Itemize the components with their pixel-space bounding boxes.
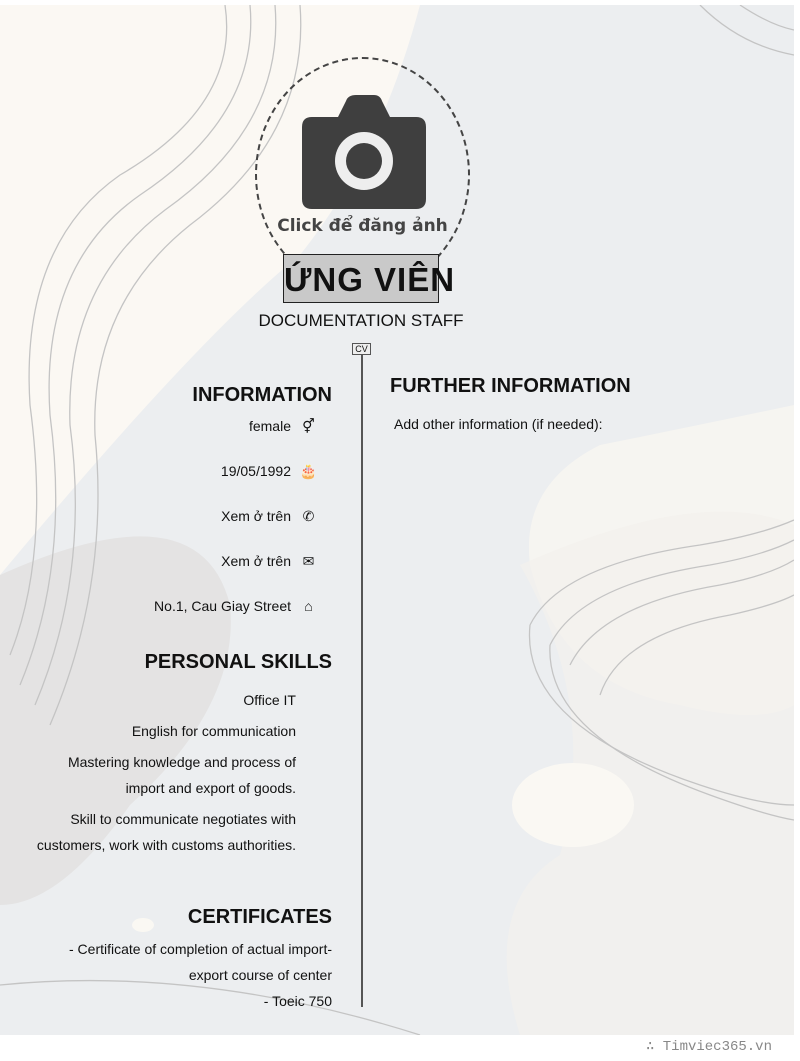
info-address[interactable] (154, 597, 326, 615)
upload-photo-label[interactable]: Click để đăng ảnh (277, 216, 448, 236)
certificates-heading: CERTIFICATES (187, 906, 332, 928)
further-info-text[interactable]: Add other information (if needed): (394, 416, 603, 432)
info-email[interactable] (221, 552, 326, 570)
information-heading: INFORMATION (192, 384, 332, 406)
skills-heading: PERSONAL SKILLS (144, 651, 332, 673)
birthday-cake-icon: 🎂 (299, 463, 318, 479)
info-value: 19/05/1992 (220, 463, 291, 479)
info-birthday[interactable] (221, 462, 326, 480)
info-value: Xem ở trên (221, 553, 291, 569)
certificate-item[interactable]: - Certificate of completion of actual import-export course of center (69, 941, 332, 983)
info-value: female (248, 418, 291, 434)
watermark[interactable]: ∴ Timviec365.vn (645, 1039, 772, 1055)
job-title[interactable]: DOCUMENTATION STAFF (258, 311, 464, 330)
candidate-name[interactable]: ỨNG VIÊN (283, 254, 439, 303)
skill-item[interactable]: Mastering knowledge and process of import and export of goods. (67, 754, 296, 796)
home-icon: ⌂ (304, 598, 313, 614)
cv-badge: CV (352, 343, 371, 355)
cv-page (0, 5, 794, 1035)
skill-item[interactable]: English for communication (131, 723, 296, 739)
timeline-divider (361, 355, 363, 1007)
info-phone[interactable] (221, 507, 326, 525)
info-gender[interactable] (249, 417, 326, 435)
info-value: Xem ở trên (221, 508, 291, 524)
certificate-item[interactable]: - Toeic 750 (263, 993, 332, 1009)
skills-list (0, 687, 296, 858)
skill-item[interactable]: Skill to communicate negotiates with customers, work with customs authorities. (36, 811, 296, 853)
info-value: No.1, Cau Giay Street (154, 598, 291, 614)
skill-item[interactable]: Office IT (243, 692, 296, 708)
envelope-icon: ✉ (302, 553, 315, 569)
phone-icon: ✆ (302, 508, 315, 524)
gender-icon: ⚥ (302, 418, 315, 434)
further-info-heading: FURTHER INFORMATION (390, 375, 631, 397)
camera-icon (302, 95, 426, 209)
certificates-list (32, 936, 332, 1014)
